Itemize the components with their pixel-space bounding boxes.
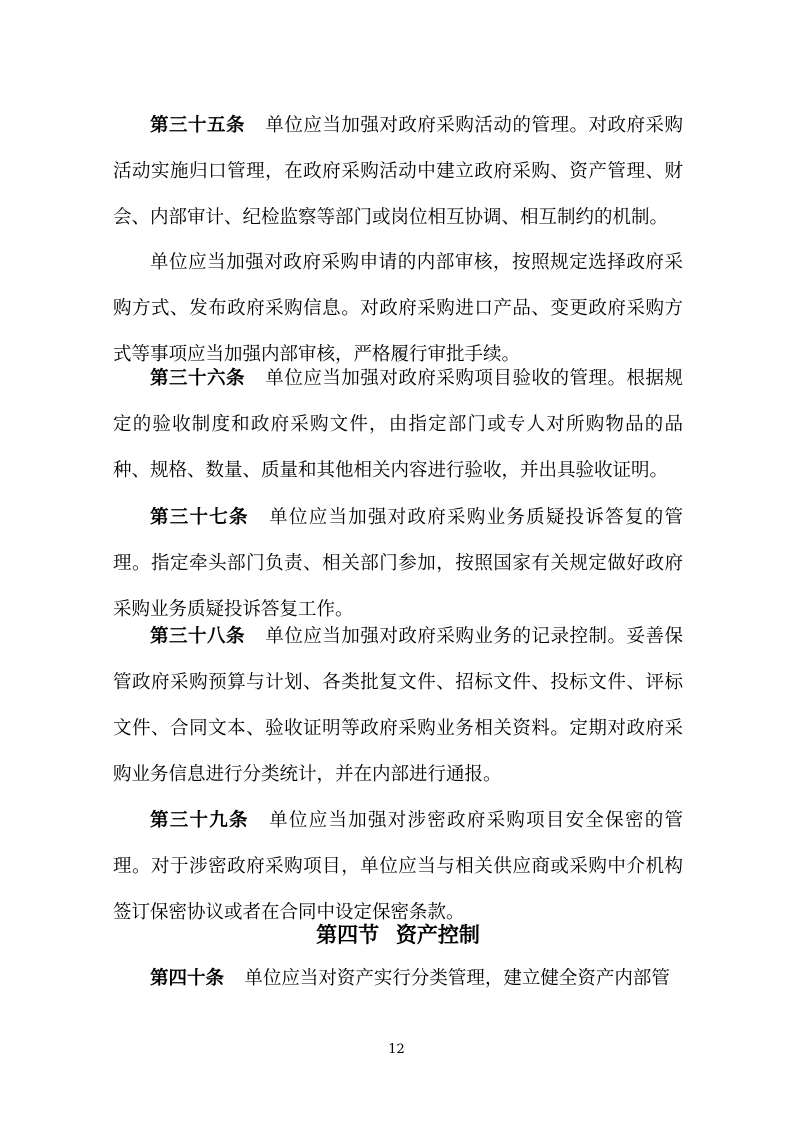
article-text: 单位应当加强对政府采购业务质疑投诉答复的管理。指定牵头部门负责、相关部门参加，按照国家有关规定做好政府采购业务质疑投诉答复工作。 [113, 507, 683, 620]
section-title: 资产控制 [395, 923, 480, 947]
article-number: 第四十条 [150, 968, 225, 989]
article-text: 单位应当对资产实行分类管理，建立健全资产内部管 [244, 968, 670, 989]
page-number: 12 [388, 1042, 405, 1057]
section-number: 第四节 [316, 923, 380, 947]
article-37 [113, 495, 683, 633]
article-36 [113, 356, 683, 494]
article-number: 第三十六条 [150, 368, 246, 389]
article-number: 第三十八条 [150, 626, 246, 647]
article-text: 单位应当加强对政府采购活动的管理。对政府采购活动实施归口管理，在政府采购活动中建立政府采购、资产管理、财会、内部审计、纪检监察等部门或岗位相互协调、相互制约的机制。 [113, 115, 683, 228]
article-text: 单位应当加强对政府采购业务的记录控制。妥善保管政府采购预算与计划、各类批复文件、招标文件、投标文件、评标文件、合同文本、验收证明等政府采购业务相关资料。定期对政府采购业务信息进行分类统计，并在内部进行通报。 [113, 626, 683, 785]
article-35 [113, 103, 683, 241]
article-number: 第三十七条 [150, 507, 249, 528]
article-text: 单位应当加强对政府采购项目验收的管理。根据规定的验收制度和政府采购文件，由指定部门或专人对所购物品的品种、规格、数量、质量和其他相关内容进行验收，并出具验收证明。 [113, 368, 683, 481]
article-number: 第三十五条 [150, 115, 246, 136]
article-text: 单位应当加强对政府采购申请的内部审核，按照规定选择政府采购方式、发布政府采购信息。对政府采购进口产品、变更政府采购方式等事项应当加强内部审核，严格履行审批手续。 [113, 252, 683, 365]
article-40 [113, 956, 683, 1002]
article-38 [113, 614, 683, 798]
article-number: 第三十九条 [150, 810, 249, 831]
section-heading [113, 912, 683, 958]
article-text: 单位应当加强对涉密政府采购项目安全保密的管理。对于涉密政府采购项目，单位应当与相关供应商或采购中介机构签订保密协议或者在合同中设定保密条款。 [113, 810, 683, 923]
